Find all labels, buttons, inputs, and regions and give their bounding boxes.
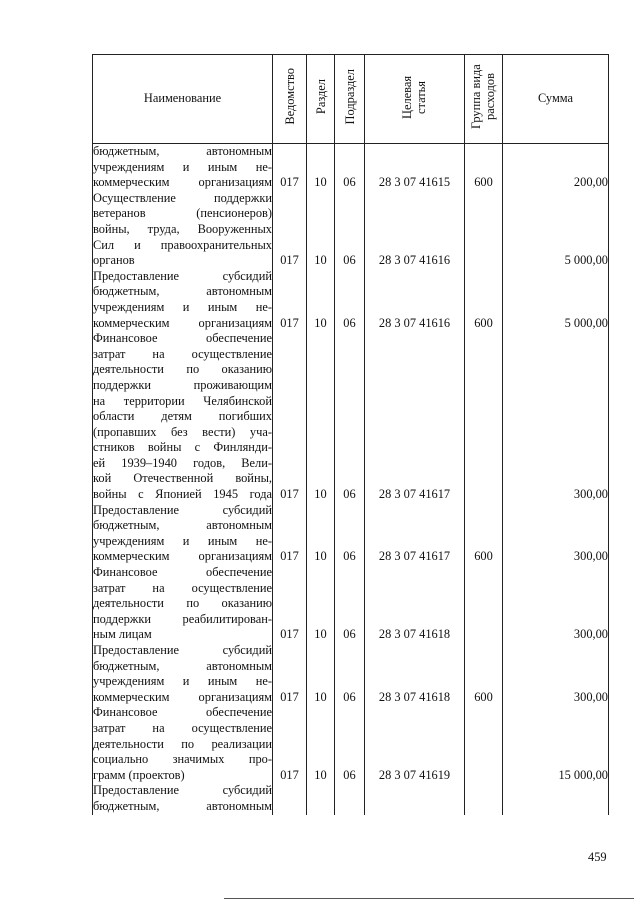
row-group-cell — [465, 331, 503, 503]
row-subsection-cell: 06 — [335, 503, 365, 565]
name-line: поддержки проживающим — [93, 377, 272, 392]
row-group-cell — [465, 705, 503, 783]
row-target-cell: 28 3 07 41616 — [365, 191, 465, 269]
name-line: бюджетным, автономным — [93, 518, 272, 533]
table-row — [93, 565, 609, 643]
name-line: бюджетным, автономным — [93, 284, 272, 299]
name-line: кой Отечественной войны, — [93, 471, 272, 486]
name-line: Предоставление субсидий — [93, 643, 272, 657]
row-subsection-cell: 06 — [335, 331, 365, 503]
table-header — [93, 55, 609, 144]
name-line: Осуществление поддержки — [93, 190, 272, 205]
page-number: 459 — [588, 850, 607, 864]
row-section-cell: 10 — [307, 191, 335, 269]
header-target-article: Целевая статья — [365, 55, 465, 144]
row-department-cell — [273, 783, 307, 814]
row-group-cell — [465, 565, 503, 643]
header-sum: Сумма — [503, 55, 609, 144]
row-target-cell: 28 3 07 41616 — [365, 269, 465, 331]
row-target-cell: 28 3 07 41619 — [365, 705, 465, 783]
name-line: затрат на осуществление — [93, 346, 272, 361]
table-row — [93, 783, 609, 814]
name-line: затрат на осуществление — [93, 720, 272, 735]
row-target-cell: 28 3 07 41618 — [365, 643, 465, 705]
row-target-cell: 28 3 07 41617 — [365, 331, 465, 503]
row-department-cell: 017 — [273, 565, 307, 643]
row-section-cell — [307, 783, 335, 814]
header-section: Раздел — [307, 55, 335, 144]
row-department-cell: 017 — [273, 191, 307, 269]
name-line: войны с Японией 1945 года — [93, 487, 272, 502]
row-target-cell: 28 3 07 41615 — [365, 144, 465, 191]
row-sum-cell — [503, 783, 609, 814]
name-line: органов — [93, 253, 135, 268]
row-subsection-cell: 06 — [335, 705, 365, 783]
table-row — [93, 643, 609, 705]
name-line: на территории Челябинской — [93, 393, 272, 408]
name-line: войны, труда, Вооруженных — [93, 221, 272, 236]
name-line: коммерческим организациям — [93, 315, 272, 330]
row-sum-cell: 300,00 — [503, 331, 609, 503]
row-section-cell: 10 — [307, 503, 335, 565]
row-section-cell: 10 — [307, 643, 335, 705]
budget-table — [92, 54, 609, 815]
row-name-cell — [93, 331, 273, 503]
name-line: ветеранов (пенсионеров) — [93, 206, 272, 221]
row-department-cell: 017 — [273, 503, 307, 565]
name-line: бюджетным, автономным — [93, 144, 272, 158]
name-line: Предоставление субсидий — [93, 502, 272, 517]
name-line: деятельности по оказанию — [93, 596, 272, 611]
row-name-cell — [93, 565, 273, 643]
row-name-cell — [93, 191, 273, 269]
row-group-cell — [465, 191, 503, 269]
table-row — [93, 503, 609, 565]
row-sum-cell: 300,00 — [503, 643, 609, 705]
row-group-cell: 600 — [465, 643, 503, 705]
row-subsection-cell: 06 — [335, 269, 365, 331]
name-line: области детям погибших — [93, 409, 272, 424]
row-name-cell — [93, 783, 273, 814]
table-row — [93, 705, 609, 783]
row-subsection-cell — [335, 783, 365, 814]
row-sum-cell: 300,00 — [503, 565, 609, 643]
name-line: деятельности по реализации — [93, 736, 272, 751]
row-name-cell — [93, 269, 273, 331]
row-name-cell — [93, 503, 273, 565]
row-sum-cell: 200,00 — [503, 144, 609, 191]
row-subsection-cell: 06 — [335, 144, 365, 191]
row-target-cell — [365, 783, 465, 814]
name-line: деятельности по оказанию — [93, 362, 272, 377]
table-body — [93, 144, 609, 815]
name-line: (пропавших без вести) уча- — [93, 424, 272, 439]
row-name-cell — [93, 705, 273, 783]
row-section-cell: 10 — [307, 331, 335, 503]
name-line: Финансовое обеспечение — [93, 565, 272, 580]
name-line: Предоставление субсидий — [93, 268, 272, 283]
name-line: социально значимых про- — [93, 752, 272, 767]
name-line: бюджетным, автономным — [93, 658, 272, 673]
row-subsection-cell: 06 — [335, 565, 365, 643]
row-group-cell: 600 — [465, 269, 503, 331]
row-department-cell: 017 — [273, 144, 307, 191]
row-subsection-cell: 06 — [335, 191, 365, 269]
name-line: Сил и правоохранительных — [93, 237, 272, 252]
row-target-cell: 28 3 07 41618 — [365, 565, 465, 643]
header-name: Наименование — [93, 55, 273, 144]
name-line: учреждениям и иным не- — [93, 159, 272, 174]
row-name-cell — [93, 643, 273, 705]
row-department-cell: 017 — [273, 705, 307, 783]
row-sum-cell: 5 000,00 — [503, 191, 609, 269]
name-line: затрат на осуществление — [93, 580, 272, 595]
name-line: стников войны с Финлянди- — [93, 440, 272, 455]
row-department-cell: 017 — [273, 331, 307, 503]
table-row — [93, 191, 609, 269]
footer-rule — [224, 898, 634, 899]
name-line: Финансовое обеспечение — [93, 331, 272, 346]
name-line: Предоставление субсидий — [93, 783, 272, 798]
name-line: поддержки реабилитирован- — [93, 611, 272, 626]
name-line: учреждениям и иным не- — [93, 533, 272, 548]
row-name-cell — [93, 144, 273, 191]
name-line: бюджетным, автономным — [93, 798, 272, 813]
table-row — [93, 269, 609, 331]
row-group-cell: 600 — [465, 503, 503, 565]
name-line: коммерческим организациям — [93, 689, 272, 704]
header-department: Ведомство — [273, 55, 307, 144]
name-line: коммерческим организациям — [93, 175, 272, 190]
table-row — [93, 331, 609, 503]
row-section-cell: 10 — [307, 705, 335, 783]
header-expense-group: Группа вида расходов — [465, 55, 503, 144]
row-target-cell: 28 3 07 41617 — [365, 503, 465, 565]
row-sum-cell: 300,00 — [503, 503, 609, 565]
table-row — [93, 144, 609, 191]
name-line: ным лицам — [93, 627, 152, 642]
row-section-cell: 10 — [307, 565, 335, 643]
row-group-cell: 600 — [465, 144, 503, 191]
name-line: Финансовое обеспечение — [93, 705, 272, 720]
name-line: учреждениям и иным не- — [93, 299, 272, 314]
row-group-cell — [465, 783, 503, 814]
row-sum-cell: 5 000,00 — [503, 269, 609, 331]
name-line: грамм (проектов) — [93, 767, 185, 782]
row-section-cell: 10 — [307, 144, 335, 191]
name-line: коммерческим организациям — [93, 549, 272, 564]
row-department-cell: 017 — [273, 643, 307, 705]
name-line: учреждениям и иным не- — [93, 674, 272, 689]
name-line: ей 1939–1940 годов, Вели- — [93, 455, 272, 470]
row-sum-cell: 15 000,00 — [503, 705, 609, 783]
row-department-cell: 017 — [273, 269, 307, 331]
row-subsection-cell: 06 — [335, 643, 365, 705]
header-subsection: Подраздел — [335, 55, 365, 144]
row-section-cell: 10 — [307, 269, 335, 331]
